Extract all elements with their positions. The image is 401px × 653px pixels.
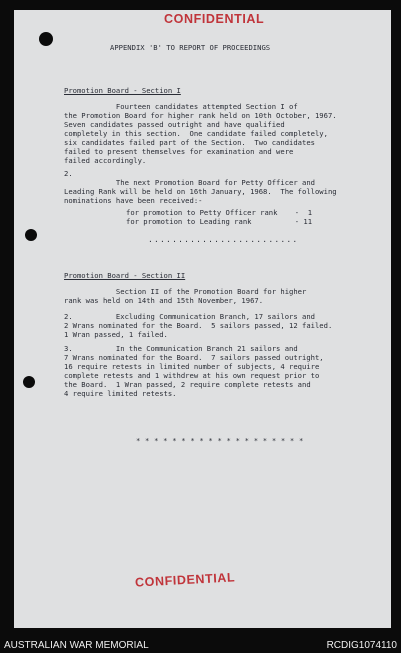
document-title: APPENDIX 'B' TO REPORT OF PROCEEDINGS — [110, 43, 271, 52]
text-line: six candidates failed part of the Section. Two candidates — [64, 138, 315, 147]
text-line: failed accordingly. — [64, 156, 147, 165]
text-line: 2. Excluding Communication Branch, 17 sailors and — [64, 312, 315, 321]
text-line: rank was held on 14th and 15th November, 1967. — [64, 296, 264, 305]
section-divider-dots: ......................... — [148, 235, 299, 244]
text-line: The next Promotion Board for Petty Officer and — [64, 178, 315, 187]
confidential-stamp-bottom: CONFIDENTIAL — [134, 570, 236, 590]
text-line: completely in this section. One candidate failed completely, — [64, 129, 328, 138]
text-line: Leading Rank will be held on 16th January, 1968. The following — [64, 187, 337, 196]
section2-heading: Promotion Board - Section II — [64, 271, 186, 280]
nomination-line: for promotion to Leading rank - 11 — [126, 217, 313, 226]
text-line: 4 require limited retests. — [64, 389, 177, 398]
text-line: 3. In the Communication Branch 21 sailors and — [64, 344, 298, 353]
text-line: 2 Wrans nominated for the Board. 5 sailors passed, 12 failed. — [64, 321, 333, 330]
text-line: complete retests and 1 withdrew at his own request prior to — [64, 371, 320, 380]
text-line: Fourteen candidates attempted Section I of — [64, 102, 298, 111]
text-line: the Board. 1 Wran passed, 2 require complete retests and — [64, 380, 311, 389]
text-line: the Promotion Board for higher rank held on 10th October, 1967. — [64, 111, 337, 120]
text-line: Seven candidates passed outright and have qualified — [64, 120, 285, 129]
end-divider-asterisks: * * * * * * * * * * * * * * * * * * * — [136, 436, 304, 445]
punch-hole-middle — [25, 229, 37, 241]
paragraph-number: 2. — [64, 169, 73, 178]
punch-hole-bottom — [23, 376, 35, 388]
confidential-stamp-top: CONFIDENTIAL — [164, 12, 265, 26]
punch-hole-top — [39, 32, 53, 46]
archive-footer — [0, 638, 401, 653]
text-line: 1 Wran passed, 1 failed. — [64, 330, 168, 339]
footer-record-id: RCDIG1074110 — [326, 640, 397, 651]
footer-institution: AUSTRALIAN WAR MEMORIAL — [4, 640, 149, 651]
nomination-line: for promotion to Petty Officer rank - 1 — [126, 208, 313, 217]
text-line: nominations have been received:- — [64, 196, 203, 205]
text-line: 16 require retests in limited number of subjects, 4 require — [64, 362, 320, 371]
text-line: Section II of the Promotion Board for higher — [64, 287, 307, 296]
text-line: failed to present themselves for examination and were — [64, 147, 294, 156]
section1-heading: Promotion Board - Section I — [64, 86, 181, 95]
text-line: 7 Wrans nominated for the Board. 7 sailors passed outright, — [64, 353, 324, 362]
